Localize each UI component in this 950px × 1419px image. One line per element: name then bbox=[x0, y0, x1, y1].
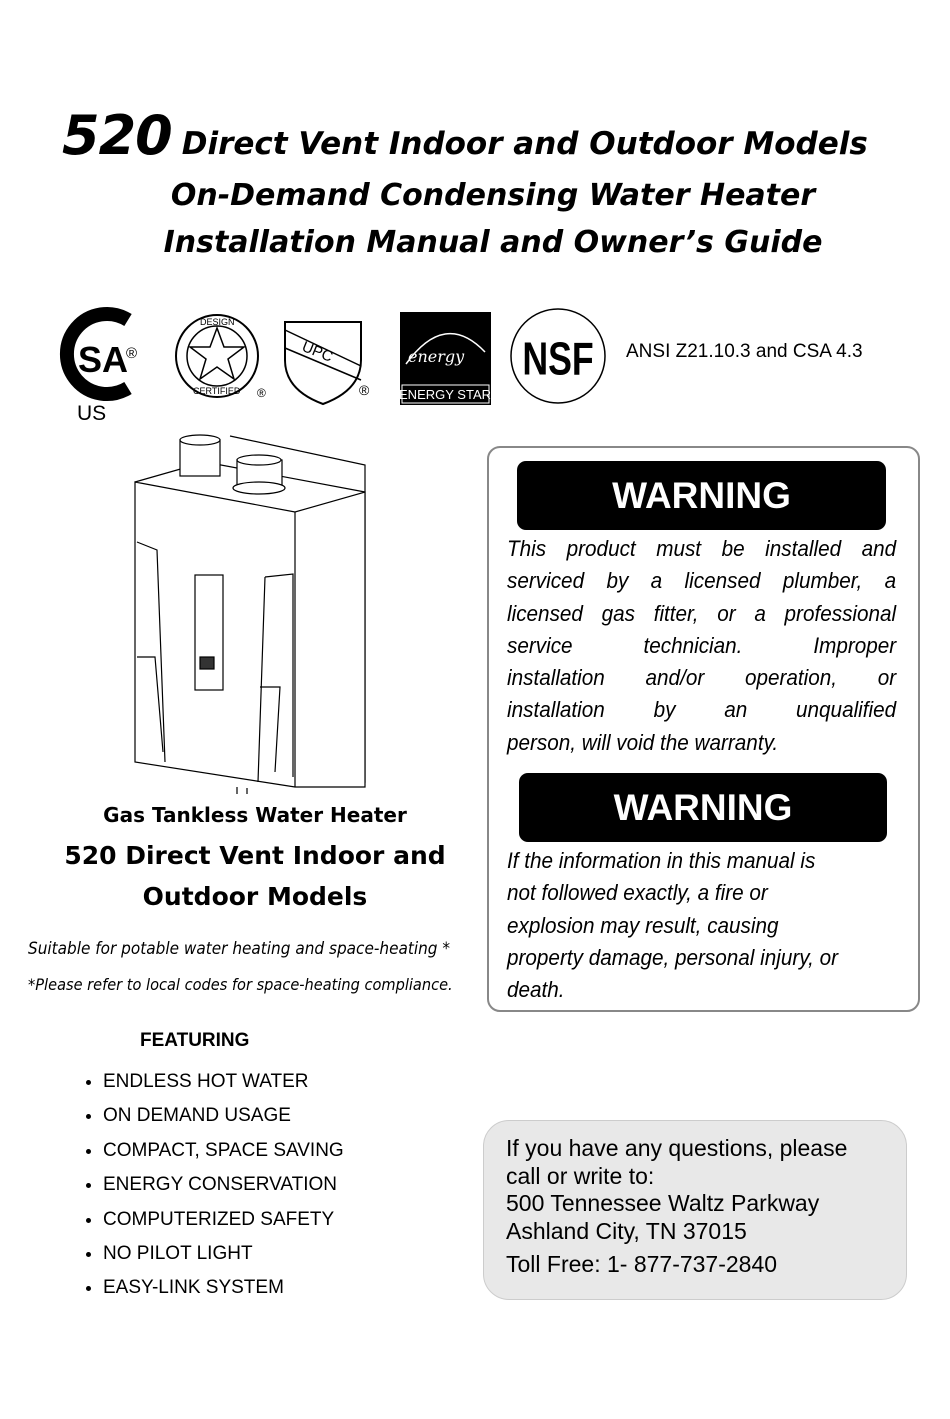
warning-line: not followed exactly, a fire or bbox=[507, 880, 768, 906]
warning-banner-1: WARNING bbox=[517, 461, 886, 530]
feature-item: • EASY-LINK SYSTEM bbox=[103, 1271, 344, 1305]
svg-text:SA: SA bbox=[78, 339, 129, 380]
csa-logo-icon bbox=[67, 314, 137, 425]
water-heater-illustration bbox=[125, 432, 380, 797]
feature-item: • COMPUTERIZED SAFETY bbox=[103, 1203, 344, 1237]
svg-text:NSF: NSF bbox=[522, 333, 594, 385]
warning-line: If the information in this manual is bbox=[507, 848, 816, 873]
warning-banner-2: WARNING bbox=[519, 773, 887, 842]
product-type: Gas Tankless Water Heater bbox=[103, 803, 407, 827]
warning-line: installation and/or operation, or bbox=[507, 665, 897, 691]
svg-text:energy: energy bbox=[408, 347, 465, 366]
product-name-line-1: 520 Direct Vent Indoor and bbox=[64, 841, 446, 870]
warning-text-2 bbox=[507, 845, 903, 1006]
contact-line: If you have any questions, please bbox=[506, 1135, 848, 1161]
address-line: 500 Tennessee Waltz Parkway bbox=[506, 1190, 820, 1216]
warning-line: service technician. Improper bbox=[507, 632, 897, 658]
toll-free-phone: Toll Free: 1- 877-737-2840 bbox=[506, 1251, 778, 1277]
model-number: 520 bbox=[62, 104, 172, 167]
feature-item: • COMPACT, SPACE SAVING bbox=[103, 1134, 344, 1168]
svg-text:UPC: UPC bbox=[299, 338, 336, 366]
feature-item: • ENDLESS HOT WATER bbox=[103, 1065, 344, 1099]
nsf-logo-icon bbox=[511, 309, 605, 403]
subtitle-line-2: On-Demand Condensing Water Heater bbox=[170, 178, 816, 213]
svg-text:US: US bbox=[77, 402, 107, 425]
suitable-text: Suitable for potable water heating and space-heating * bbox=[28, 939, 451, 959]
title-text: Direct Vent Indoor and Outdoor Models bbox=[181, 126, 868, 162]
product-name-line-2: Outdoor Models bbox=[142, 882, 368, 911]
standards-text: ANSI Z21.10.3 and CSA 4.3 bbox=[626, 341, 863, 362]
featuring-heading: FEATURING bbox=[140, 1030, 250, 1051]
svg-text:CERTIFIED: CERTIFIED bbox=[193, 386, 241, 396]
svg-text:®: ® bbox=[257, 386, 266, 400]
warning-line: explosion may result, causing bbox=[507, 912, 779, 938]
contact-box bbox=[483, 1120, 907, 1300]
svg-text:ENERGY STAR: ENERGY STAR bbox=[399, 387, 491, 402]
contact-line: call or write to: bbox=[506, 1162, 655, 1189]
certification-logos bbox=[40, 300, 610, 430]
upc-logo-icon bbox=[285, 322, 370, 404]
svg-text:®: ® bbox=[359, 382, 370, 398]
warning-line: installation by an unqualified bbox=[507, 697, 897, 723]
feature-item: • ON DEMAND USAGE bbox=[103, 1099, 344, 1133]
warning-line: person, will void the warranty. bbox=[507, 729, 779, 755]
address-line: Ashland City, TN 37015 bbox=[506, 1217, 747, 1244]
warning-line: licensed gas fitter, or a professional bbox=[507, 600, 897, 626]
feature-item: • NO PILOT LIGHT bbox=[103, 1237, 344, 1271]
title-line-1 bbox=[62, 104, 868, 167]
design-certified-logo-icon bbox=[176, 315, 266, 400]
energy-star-logo-icon bbox=[399, 312, 491, 405]
warning-text-1 bbox=[507, 533, 896, 759]
warning-line: death. bbox=[507, 977, 565, 1003]
features-list bbox=[78, 1065, 344, 1306]
svg-text:DESIGN: DESIGN bbox=[200, 317, 235, 327]
warning-line: serviced by a licensed plumber, a bbox=[507, 568, 897, 594]
space-heating-note: *Please refer to local codes for space-heating compliance. bbox=[28, 975, 453, 994]
warning-line: This product must be installed and bbox=[507, 536, 897, 561]
feature-item: • ENERGY CONSERVATION bbox=[103, 1168, 344, 1202]
svg-text:®: ® bbox=[126, 345, 138, 362]
warning-line: property damage, personal injury, or bbox=[507, 944, 838, 970]
subtitle-line-3: Installation Manual and Owner’s Guide bbox=[163, 225, 823, 260]
